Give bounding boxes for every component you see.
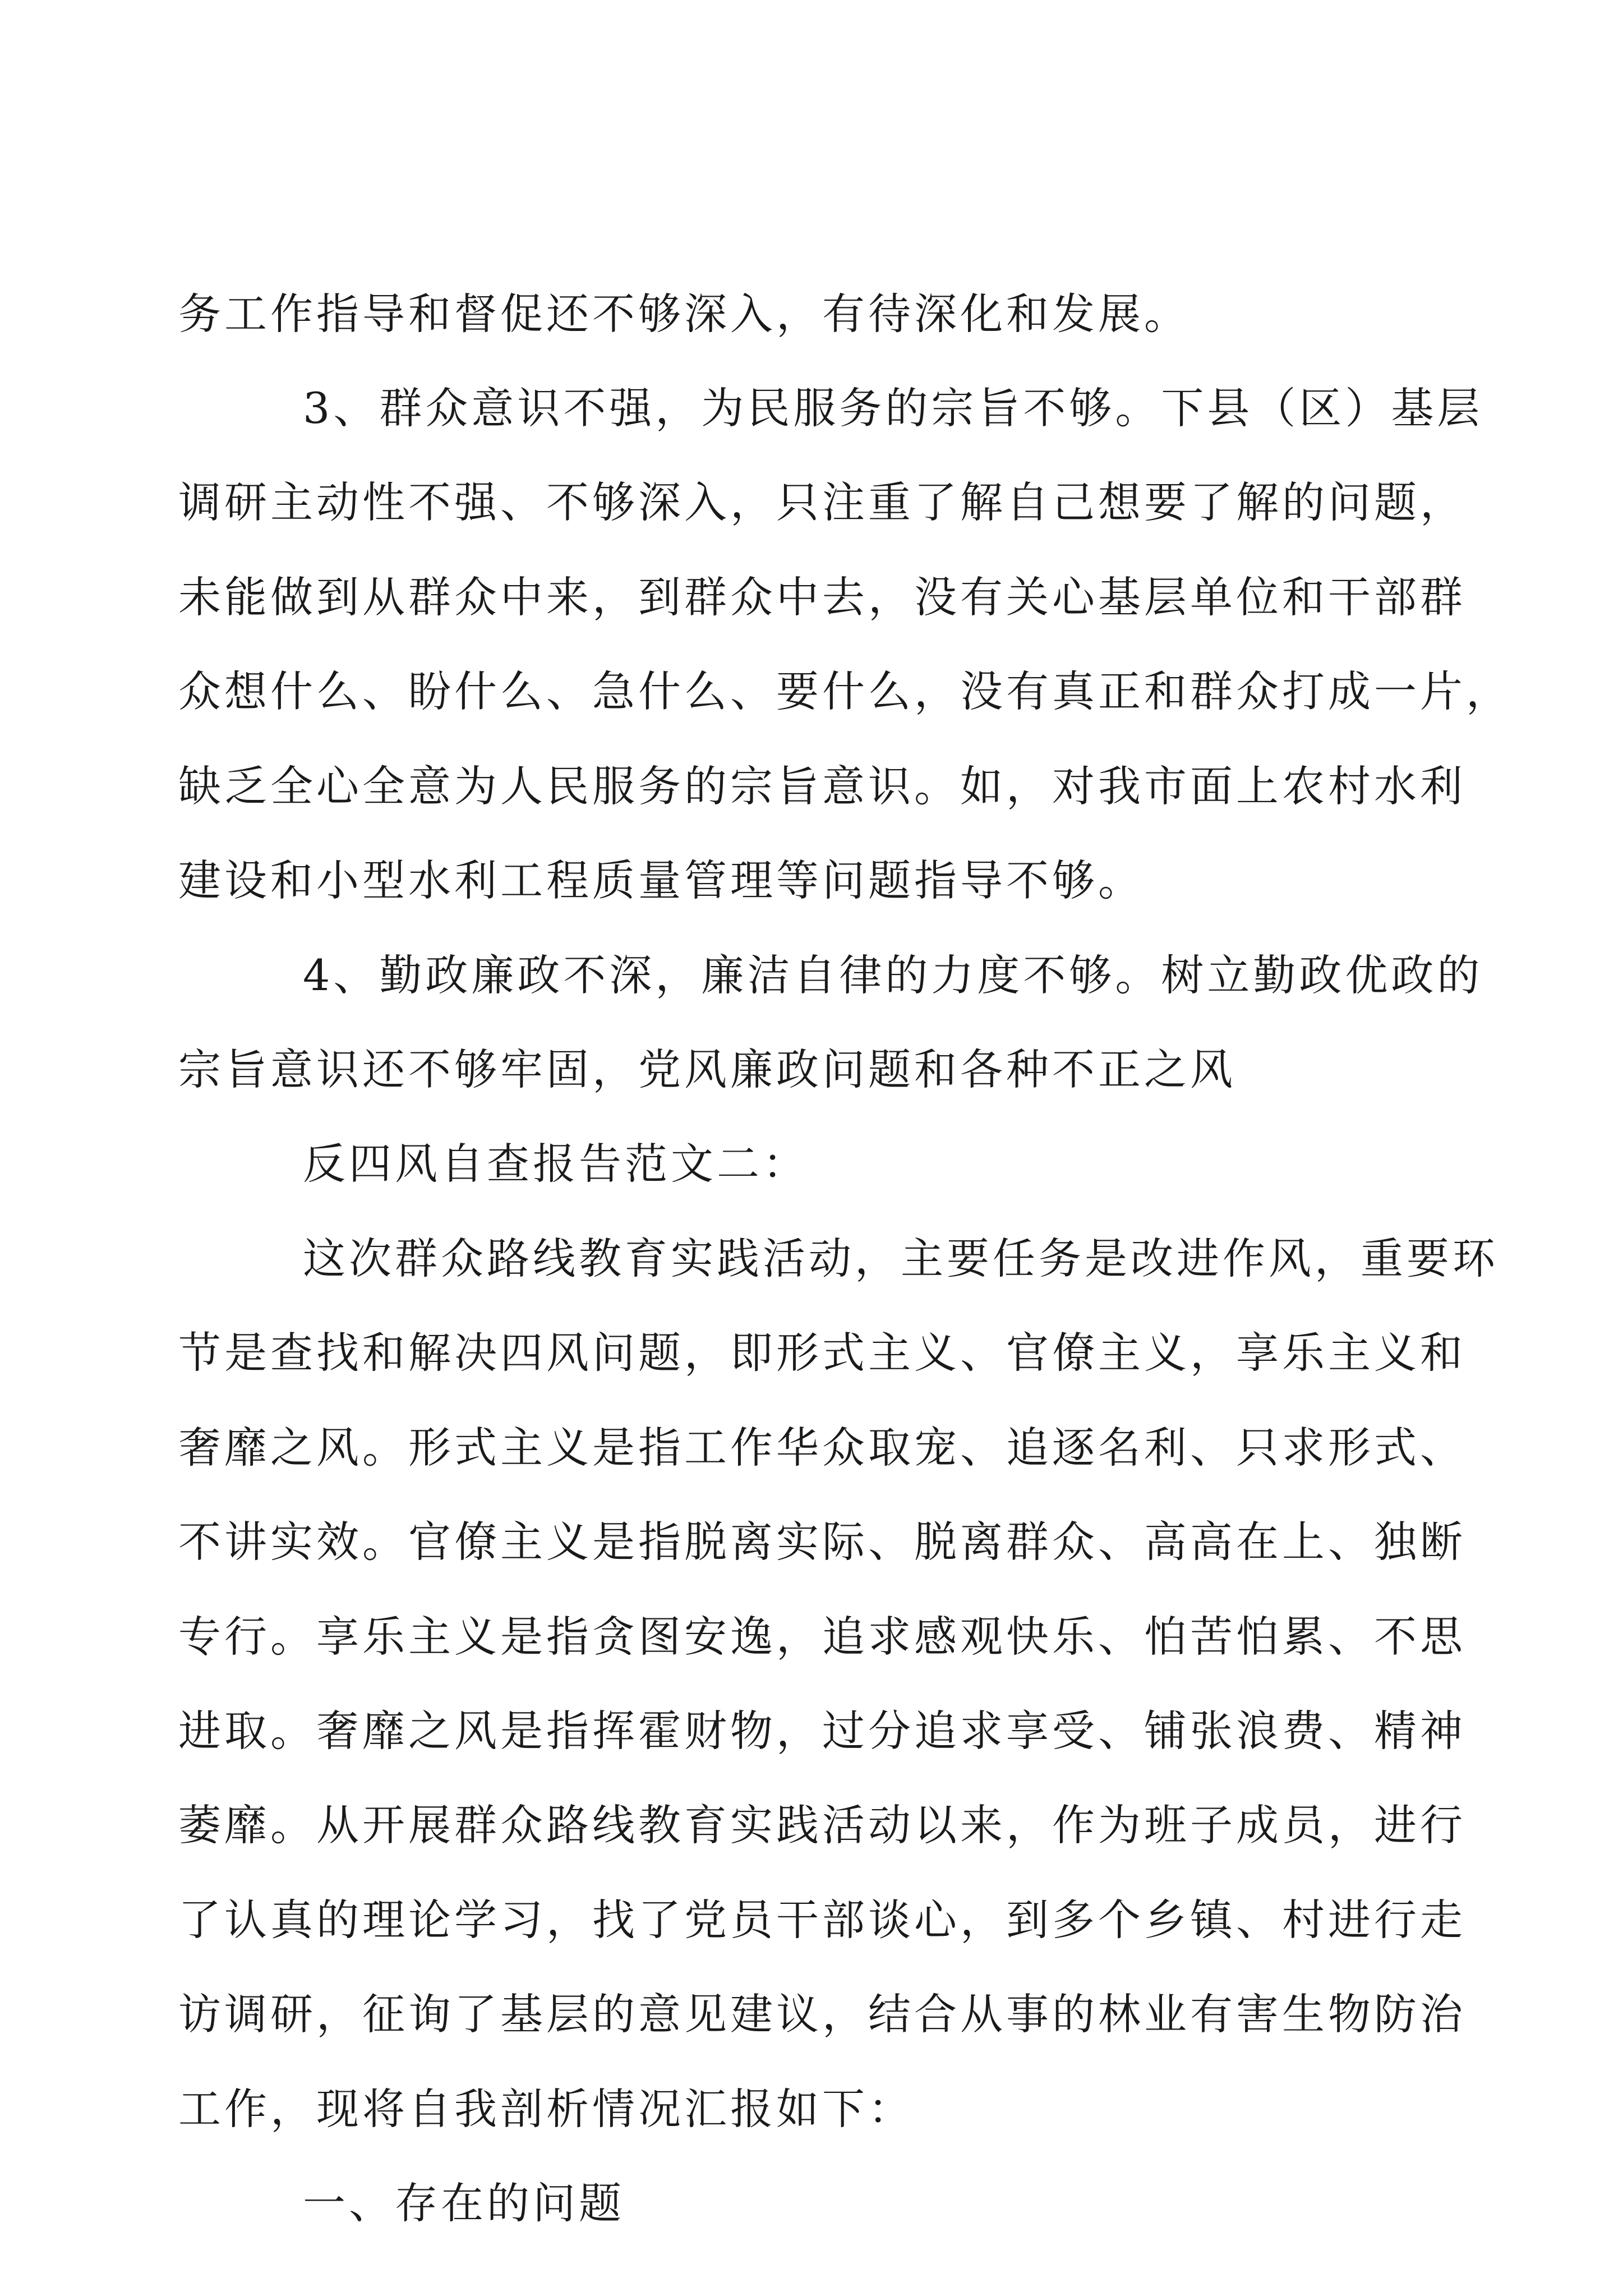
text-line: 不讲实效。官僚主义是指脱离实际、脱离群众、高高在上、独断 [178, 1517, 1466, 1567]
text-line: 节是查找和解决四风问题，即形式主义、官僚主义，享乐主义和 [178, 1328, 1466, 1378]
section-title: 反四风自查报告范文二： [303, 1139, 809, 1189]
text-line: 建设和小型水利工程质量管理等问题指导不够。 [178, 855, 1144, 905]
section-heading: 一、存在的问题 [303, 2178, 625, 2228]
text-line: 3、群众意识不强，为民服务的宗旨不够。下县（区）基层 [303, 383, 1483, 433]
text-line: 调研主动性不强、不够深入，只注重了解自己想要了解的问题， [178, 477, 1466, 527]
text-line: 了认真的理论学习，找了党员干部谈心，到多个乡镇、村进行走 [178, 1895, 1466, 1945]
text-line: 务工作指导和督促还不够深入，有待深化和发展。 [178, 289, 1190, 339]
text-line: 4、勤政廉政不深，廉洁自律的力度不够。树立勤政优政的 [303, 950, 1483, 1000]
text-line: 众想什么、盼什么、急什么、要什么，没有真正和群众打成一片， [178, 666, 1512, 716]
text-line: 访调研，征询了基层的意见建议，结合从事的林业有害生物防治 [178, 1989, 1466, 2039]
text-line: 进取。奢靡之风是指挥霍财物，过分追求享受、铺张浪费、精神 [178, 1706, 1466, 1756]
text-line: 这次群众路线教育实践活动，主要任务是改进作风，重要环 [303, 1234, 1498, 1283]
text-line: 未能做到从群众中来，到群众中去，没有关心基层单位和干部群 [178, 572, 1466, 622]
text-line: 缺乏全心全意为人民服务的宗旨意识。如，对我市面上农村水利 [178, 761, 1466, 811]
text-line: 萎靡。从开展群众路线教育实践活动以来，作为班子成员，进行 [178, 1800, 1466, 1850]
text-line: 奢靡之风。形式主义是指工作华众取宠、追逐名利、只求形式、 [178, 1423, 1466, 1473]
text-line: 宗旨意识还不够牢固，党风廉政问题和各种不正之风 [178, 1045, 1236, 1094]
text-line: 工作，现将自我剖析情况汇报如下： [178, 2084, 914, 2134]
text-line: 专行。享乐主义是指贪图安逸，追求感观快乐、怕苦怕累、不思 [178, 1612, 1466, 1662]
